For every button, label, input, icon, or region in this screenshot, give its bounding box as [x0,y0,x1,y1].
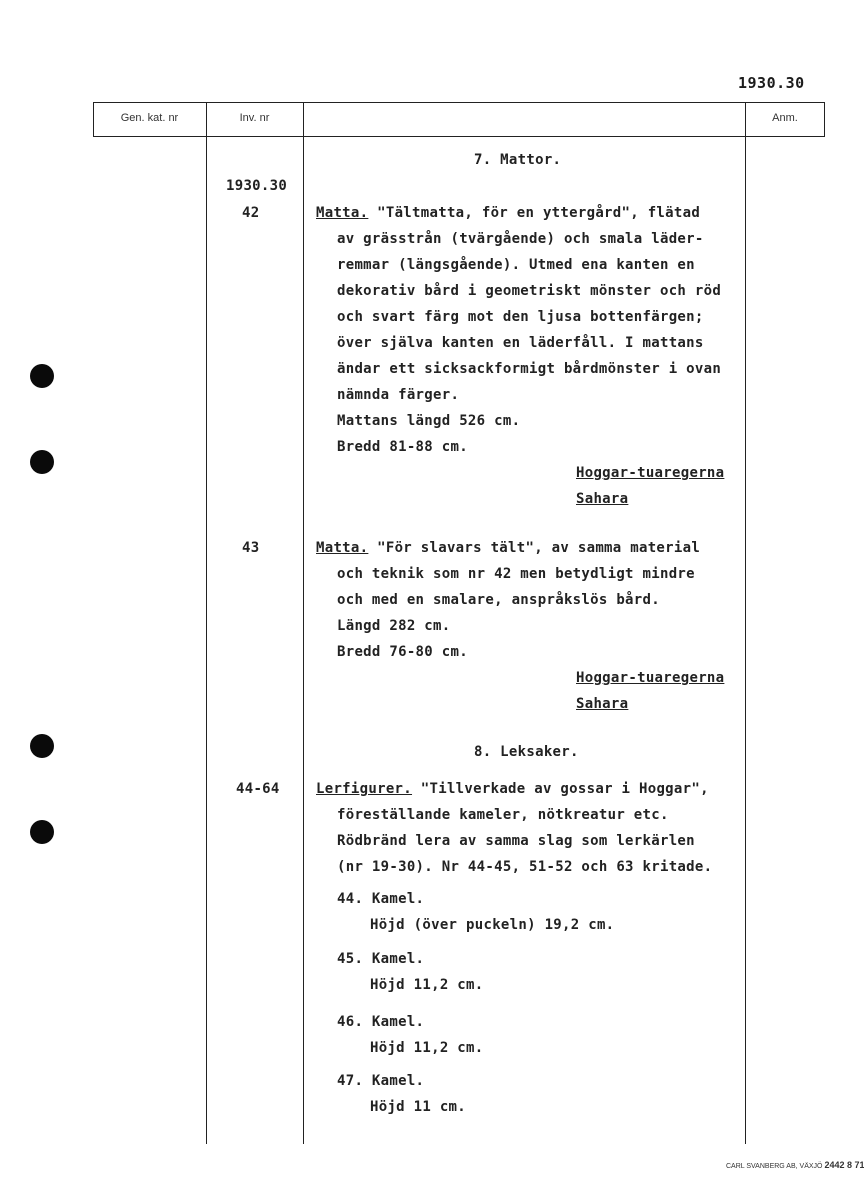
entry-43-line: Bredd 76-80 cm. [337,644,468,660]
entry-43-origin-region: Sahara [576,696,629,712]
entry-42-origin-region: Sahara [576,491,629,507]
subitem-label: 44. Kamel. [337,891,425,907]
entry-42-line: dekorativ bård i geometriskt mönster och röd [337,283,722,299]
entry-42-line: av grässtrån (tvärgående) och smala läder- [337,231,704,247]
entry-44-64-line: "Tillverkade av gossar i Hoggar", [420,781,709,797]
column-divider-inv-text [303,102,304,1144]
entry-43-text [316,540,700,556]
entry-42-line: ändar ett sicksackformigt bårdmönster i ovan [337,361,722,377]
entry-42-title: Matta. [316,205,369,221]
column-divider-gen-inv [206,102,207,1144]
form-number: 2442 8 71 [824,1160,864,1170]
entry-42-line: Mattans längd 526 cm. [337,413,521,429]
entry-42-line: nämnda färger. [337,387,460,403]
entry-43-title: Matta. [316,540,369,556]
printer-imprint [726,1160,864,1170]
subitem-label: 45. Kamel. [337,951,425,967]
header-bottom-border [93,136,825,137]
subitem-measure: Höjd (över puckeln) 19,2 cm. [370,917,615,933]
section-heading-mats: 7. Mattor. [474,152,562,168]
binder-hole [30,734,54,758]
entry-42-line: över själva kanten en läderfåll. I mattans [337,335,704,351]
inv-number-42: 42 [242,205,260,221]
inv-number-44-64: 44-64 [236,781,280,797]
table-top-border [93,102,825,103]
column-header-gen-kat-nr: Gen. kat. nr [120,112,179,124]
entry-42-line: och svart färg mot den ljusa bottenfärgen; [337,309,704,325]
subitem-label: 47. Kamel. [337,1073,425,1089]
entry-42-origin-people: Hoggar-tuaregerna [576,465,725,481]
binder-hole [30,450,54,474]
entry-43-line: och teknik som nr 42 men betydligt mindre [337,566,695,582]
entry-44-64-text [316,781,709,797]
subitem-measure: Höjd 11,2 cm. [370,1040,484,1056]
subitem-measure: Höjd 11 cm. [370,1099,467,1115]
entry-42-line: Bredd 81-88 cm. [337,439,468,455]
column-header-anm: Anm. [772,112,798,124]
entry-43-line: och med en smalare, anspråkslös bård. [337,592,660,608]
entry-44-64-line: (nr 19-30). Nr 44-45, 51-52 och 63 kritade. [337,859,713,875]
entry-44-64-line: Rödbränd lera av samma slag som lerkärlen [337,833,695,849]
subitem-label: 46. Kamel. [337,1014,425,1030]
inv-number-43: 43 [242,540,260,556]
binder-hole [30,364,54,388]
entry-43-line: "För slavars tält", av samma material [377,540,701,556]
entry-42-text [316,205,700,221]
column-divider-text-anm [745,102,746,1144]
subitem-measure: Höjd 11,2 cm. [370,977,484,993]
entry-44-64-line: föreställande kameler, nötkreatur etc. [337,807,669,823]
entry-42-line: remmar (längsgående). Utmed ena kanten en [337,257,695,273]
entry-43-origin-people: Hoggar-tuaregerna [576,670,725,686]
entry-43-line: Längd 282 cm. [337,618,451,634]
entry-44-64-title: Lerfigurer. [316,781,413,797]
inv-number-header: 1930.30 [226,178,288,194]
section-heading-toys: 8. Leksaker. [474,744,579,760]
printer-name: CARL SVANBERG AB, VÄXJÖ [726,1163,823,1170]
entry-42-line: "Tältmatta, för en yttergård", flätad [377,205,701,221]
binder-hole [30,820,54,844]
column-header-inv-nr: Inv. nr [239,112,270,124]
catalog-reference: 1930.30 [738,74,805,92]
